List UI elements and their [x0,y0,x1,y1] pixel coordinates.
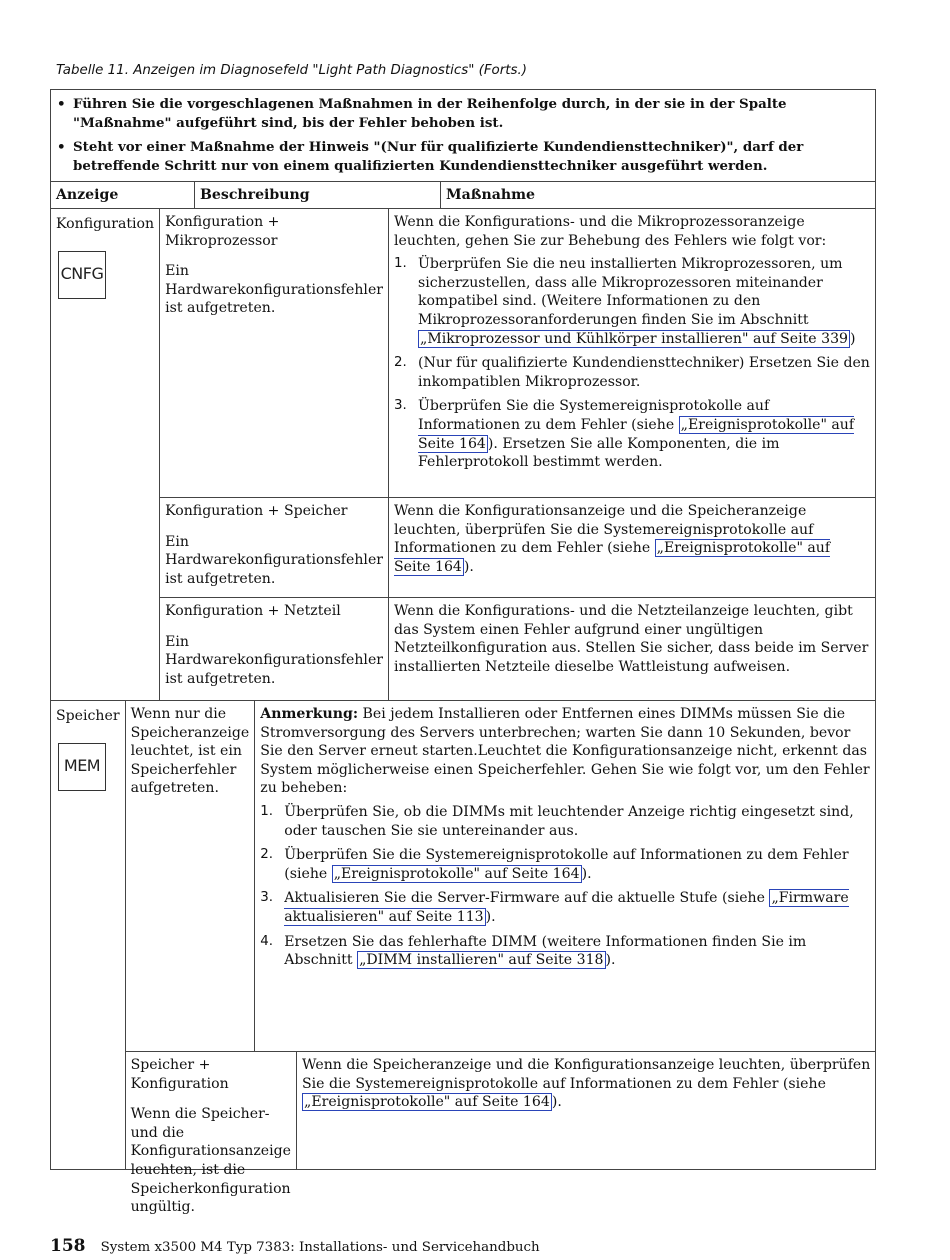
cross-reference-link[interactable]: „DIMM installieren" auf Seite 318 [359,952,604,969]
step-number: 1. [260,803,274,819]
note-text: Bei jedem Installieren oder Entfernen eines DIMMs müssen Sie die Stromversorgung des Servers unterbrechen; warten Sie dann 10 Sekunden, bevor Sie den Server erneut starten.Leuchtet die Konfigurationsanzeige nicht, erkennt das System möglicherweise einen Speicherfehler. Gehen Sie wie folgt vor, um den Fehler zu beheben: [260,706,870,797]
description-title: Speicher + Konfiguration [130,1057,229,1092]
action-steps [394,255,871,472]
table-row [160,209,875,498]
description-body: Wenn nur die Speicheranzeige leuchtet, ist ein Speicherfehler aufgetreten. [130,706,250,797]
cross-reference-link[interactable]: „Ereignisprotokolle" auf Seite 164 [394,540,831,575]
indicator-label: Konfiguration [56,216,155,232]
step-text-part: Überprüfen Sie die Systemereignisprotokolle auf Informationen zu dem Fehler (siehe [284,847,849,882]
step-text-part: Aktualisieren Sie die Server-Firmware auf die aktuelle Stufe (siehe [284,890,770,907]
list-item [260,846,871,883]
header-beschreibung: Beschreibung [195,182,441,208]
description-title: Konfiguration + Speicher [165,503,348,519]
step-number: 3. [394,398,407,414]
action-text: Wenn die Konfigurations- und die Netzteilanzeige leuchten, gibt das System einen Fehler aufgrund einer ungültigen Netzteilkonfiguration aus. Stellen Sie sicher, dass beide im Server installierten Netzteile dieselbe Wattleistung aufweisen. [394,603,869,675]
step-text-part: Überprüfen Sie die neu installierten Mikroprozessoren, um sicherzustellen, dass alle Mikroprozessoren miteinander kompatibel sind. (Weitere Informationen zu den Mikroprozessoranforderungen finden Sie im Abschnitt [418,256,843,328]
group-konfiguration [51,209,875,701]
step-text [284,889,871,926]
note-text: Steht vor einer Maßnahme der Hinweis "(Nur für qualifizierte Kundendiensttechniker)", darf der betreffende Schritt nur von einem qualifizierten Kundendiensttechniker ausgeführt werden. [73,139,804,174]
step-text [284,933,871,970]
cross-reference-link[interactable]: „Ereignisprotokolle" auf Seite 164 [304,1094,550,1111]
step-number: 2. [260,847,274,863]
indicator-cell [51,209,160,700]
step-number: 3. [260,890,274,906]
step-text-part: ). [581,865,592,882]
step-number: 2. [394,355,407,371]
indicator-cell [51,701,126,1170]
indicator-label: Speicher [56,708,120,724]
cross-reference-link[interactable]: „Ereignisprotokolle" auf Seite 164 [418,416,855,452]
action-cell [255,701,875,1051]
description-body: Ein Hardwarekonfigurationsfehler ist aufgetreten. [165,263,384,317]
description-title: Konfiguration + Mikroprozessor [165,214,280,249]
table-header-row [51,182,875,209]
description-cell [160,209,389,497]
action-text-part: ). [551,1094,562,1111]
header-anzeige: Anzeige [51,182,195,208]
list-item [260,803,871,840]
action-text-part: Wenn die Speicheranzeige und die Konfigurationsanzeige leuchten, überprüfen Sie die Systemereignisprotokolle auf Informationen zu dem Fehler (siehe [302,1057,871,1092]
action-cell [389,209,875,497]
action-steps [260,803,871,970]
step-text [418,397,871,471]
note-label: Anmerkung: [260,706,359,722]
step-text-part: ). [605,952,616,969]
action-intro: Wenn die Konfigurations- und die Mikroprozessoranzeige leuchten, gehen Sie zur Behebung des Fehlers wie folgt vor: [394,214,827,249]
description-title: Konfiguration + Netzteil [165,603,341,619]
step-text: (Nur für qualifizierte Kundendiensttechniker) Ersetzen Sie den inkompatiblen Mikroprozessor. [418,355,870,390]
cross-reference-link[interactable]: „Firmware aktualisieren" auf Seite 113 [284,890,849,925]
step-text-part: ). [485,908,496,925]
step-text-part: Ersetzen Sie das fehlerhafte DIMM (weitere Informationen finden Sie im Abschnitt [284,933,807,969]
action-text-part: Wenn die Konfigurationsanzeige und die Speicheranzeige leuchten, überprüfen Sie die Systemereignisprotokolle auf Informationen zu dem Fehler (siehe [394,503,814,557]
description-cell [126,1052,297,1216]
step-text: Überprüfen Sie, ob die DIMMs mit leuchtender Anzeige richtig eingesetzt sind, oder tauschen Sie sie untereinander aus. [284,803,854,839]
table-row [160,598,875,700]
note-text: Führen Sie die vorgeschlagenen Maßnahmen in der Reihenfolge durch, in der sie in der Spalte "Maßnahme" aufgeführt sind, bis der Fehler behoben ist. [73,96,787,131]
description-body: Ein Hardwarekonfigurationsfehler ist aufgetreten. [165,533,384,587]
group-speicher [51,701,875,1216]
page-number: 158 [50,1236,86,1256]
description-body: Ein Hardwarekonfigurationsfehler ist aufgetreten. [165,633,384,687]
action-cell [389,598,875,700]
list-item [394,397,871,471]
action-note [260,705,871,798]
note-item [57,95,863,132]
list-item [260,933,871,970]
page-footer [50,1236,540,1256]
list-item [394,354,871,391]
diagnostics-table [50,89,876,1216]
cross-reference-link[interactable]: „Ereignisprotokolle" auf Seite 164 [333,865,580,882]
description-cell [126,701,256,1051]
step-text-part: ). Ersetzen Sie alle Komponenten, die im Fehlerprotokoll bestimmt werden. [418,435,780,471]
step-number: 1. [394,256,407,272]
bullet-icon: • [57,96,66,112]
action-text [394,502,871,576]
action-cell [389,498,875,597]
table-caption: Tabelle 11. Anzeigen im Diagnosefeld "Light Path Diagnostics" (Forts.) [56,63,527,78]
action-text-part: ). [463,558,474,575]
list-item [260,889,871,926]
note-item [57,138,863,175]
cnfg-indicator-icon: CNFG [58,251,106,299]
table-row [160,498,875,598]
header-massnahme: Maßnahme [446,187,535,203]
table-row [126,701,875,1052]
table-row [126,1052,875,1216]
step-text [418,255,871,348]
description-cell [160,498,389,597]
cross-reference-link[interactable]: „Mikroprozessor und Kühlkörper installieren" auf Seite 339 [420,330,849,347]
step-number: 4. [260,933,274,949]
action-text [302,1056,871,1112]
mem-indicator-icon: MEM [58,743,106,791]
table-notes [51,90,875,182]
action-cell [297,1052,875,1170]
list-item [394,255,871,348]
step-text-part: ) [850,330,856,347]
description-body: Wenn die Speicher- und die Konfigurationsanzeige leuchten, ist die Speicherkonfiguration ungültig. [130,1106,292,1216]
description-cell [160,598,389,700]
footer-text: System x3500 M4 Typ 7383: Installations- und Servicehandbuch [100,1240,540,1255]
step-text [284,846,871,883]
bullet-icon: • [57,139,66,155]
step-text-part: Überprüfen Sie die Systemereignisprotokolle auf Informationen zu dem Fehler (siehe [418,398,770,433]
